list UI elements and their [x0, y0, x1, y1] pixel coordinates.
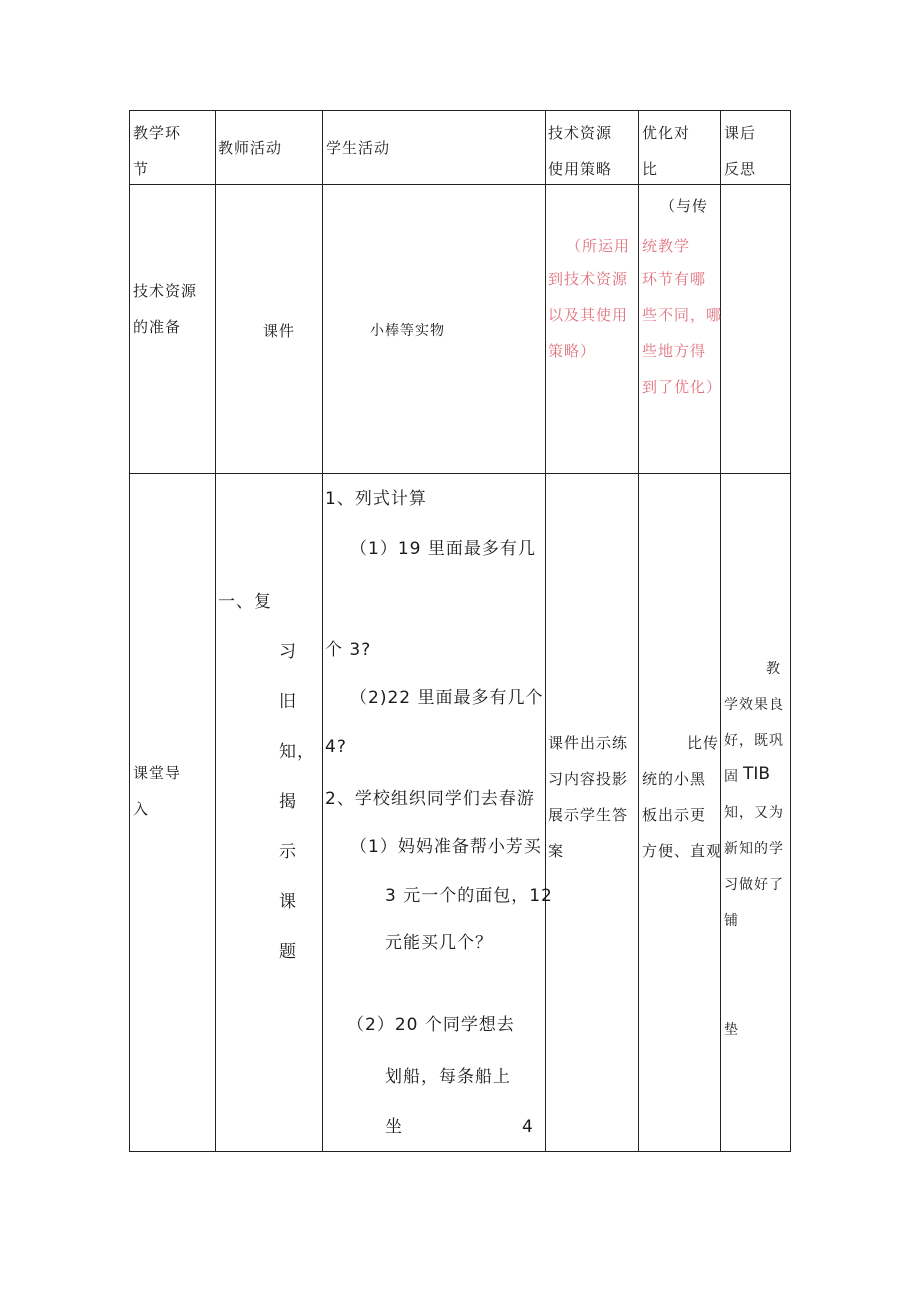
column-divider — [720, 110, 721, 1152]
header-reflection-line1: 课后 — [724, 124, 757, 142]
row2-teacher-line2: 习 — [279, 642, 297, 662]
row2-reflection-line7: 新知的学 — [724, 841, 784, 857]
row2-optimize-line4: 方便、直观 — [642, 842, 723, 860]
row1-student: 小棒等实物 — [370, 323, 445, 339]
row1-optimize-line6: 到了优化） — [642, 378, 723, 396]
row2-student-line3: 个 3? — [325, 640, 372, 660]
row2-student-line10: （2）20 个同学想去 — [347, 1015, 515, 1035]
row1-stage-line2: 的准备 — [133, 318, 182, 336]
header-reflection-line2: 反思 — [724, 160, 757, 178]
row2-reflection-line9: 铺 — [724, 913, 739, 929]
row1-tech-line2: 到技术资源 — [548, 270, 629, 288]
header-stage-line2: 节 — [133, 160, 150, 178]
row2-reflection-line8: 习做好了 — [724, 877, 784, 893]
lesson-plan-table — [129, 110, 791, 1152]
row1-teacher: 课件 — [263, 322, 296, 340]
row-divider — [129, 184, 791, 185]
row2-student-line9: 元能买几个？ — [385, 933, 493, 953]
row2-tech-line1: 课件出示练 — [548, 734, 629, 752]
row2-teacher-line5: 揭 — [279, 792, 297, 812]
row1-optimize-line2: 统教学 — [642, 237, 691, 255]
row2-stage-line2: 入 — [133, 800, 150, 818]
row2-student-line2: （1）19 里面最多有几 — [350, 539, 536, 559]
row1-optimize-line1: （与传 — [660, 197, 709, 215]
table-border-bottom — [129, 1151, 791, 1152]
row1-optimize-line5: 些地方得 — [642, 342, 707, 360]
table-border-top — [129, 110, 791, 111]
row2-teacher-line3: 旧 — [279, 692, 297, 712]
column-divider — [790, 110, 791, 1152]
row2-reflection-line4: 固 — [724, 769, 739, 785]
row2-teacher-line4: 知， — [279, 742, 315, 762]
header-teacher: 教师活动 — [218, 139, 283, 157]
header-optimize-line2: 比 — [642, 160, 659, 178]
row1-tech-line4: 策略） — [548, 342, 597, 360]
row2-tech-line2: 习内容投影 — [548, 770, 629, 788]
header-optimize-line1: 优化对 — [642, 124, 691, 142]
row2-student-line5: 4? — [325, 737, 347, 757]
row2-student-line7: （1）妈妈准备帮小芳买 — [350, 837, 542, 857]
row1-stage-line1: 技术资源 — [133, 282, 198, 300]
header-stage-line1: 教学环 — [133, 124, 182, 142]
row2-teacher-line6: 示 — [279, 842, 297, 862]
header-tech-line2: 使用策略 — [548, 160, 613, 178]
header-student: 学生活动 — [326, 139, 391, 157]
column-divider — [215, 110, 216, 1152]
row2-student-line6: 2、学校组织同学们去春游 — [325, 789, 535, 809]
row2-reflection-line2: 学效果良 — [724, 697, 784, 713]
row2-reflection-line10: 垫 — [724, 1022, 739, 1038]
row2-student-line4: （2)22 里面最多有几个 — [350, 688, 544, 708]
row2-stage-line1: 课堂导 — [133, 764, 182, 782]
row1-optimize-line4: 些不同，哪 — [642, 306, 723, 324]
row2-optimize-line3: 板出示更 — [642, 806, 707, 824]
row2-teacher-line7: 课 — [279, 892, 297, 912]
column-divider — [322, 110, 323, 1152]
row2-student-line8: 3 元一个的面包，12 — [385, 886, 553, 906]
row2-tech-line3: 展示学生答 — [548, 806, 629, 824]
column-divider — [129, 110, 130, 1152]
row1-tech-line1: （所运用 — [566, 237, 631, 255]
row2-optimize-line2: 统的小黑 — [642, 770, 707, 788]
row2-optimize-line1: 比传 — [687, 734, 720, 752]
row1-optimize-line3: 环节有哪 — [642, 270, 707, 288]
row2-teacher-line8: 题 — [279, 942, 297, 962]
row2-student-line1: 1、列式计算 — [325, 489, 427, 509]
row2-reflection-line6: 知，又为 — [724, 805, 784, 821]
row2-student-line13: 4 — [522, 1117, 534, 1137]
row1-tech-line3: 以及其使用 — [548, 306, 629, 324]
row2-student-line12: 坐 — [385, 1117, 403, 1137]
header-tech-line1: 技术资源 — [548, 124, 613, 142]
row2-teacher-line1: 一、复 — [218, 592, 272, 612]
row2-student-line11: 划船，每条船上 — [385, 1067, 511, 1087]
column-divider — [545, 110, 546, 1152]
row-divider — [129, 473, 791, 474]
row2-tech-line4: 案 — [548, 842, 565, 860]
column-divider — [638, 110, 639, 1152]
row2-reflection-line1: 教 — [766, 661, 781, 677]
row2-reflection-line3: 好，既巩 — [724, 733, 784, 749]
row2-reflection-line5: TIB — [743, 764, 771, 784]
